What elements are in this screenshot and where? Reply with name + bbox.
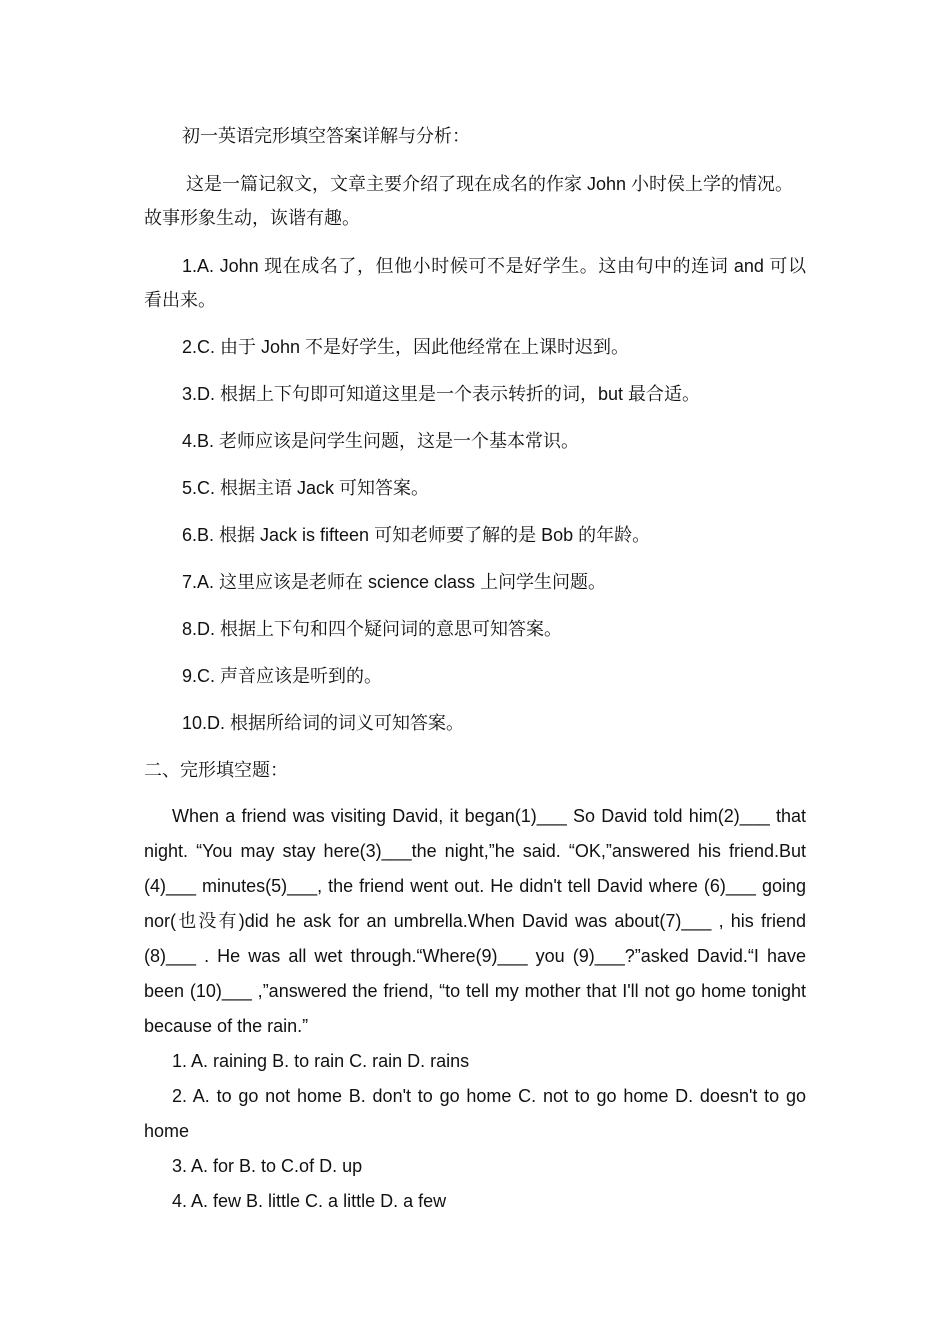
answer-item-2: 2.C. 由于 John 不是好学生，因此他经常在上课时迟到。: [182, 337, 630, 357]
answer-item-1: 1.A. John 现在成名了，但他小时候可不是好学生。这由句中的连词 and 可以看出来。: [144, 256, 806, 310]
answer-item-8: 8.D. 根据上下句和四个疑问词的意思可知答案。: [182, 619, 563, 639]
answer-item-5: 5.C. 根据主语 Jack 可知答案。: [182, 478, 430, 498]
option-line-4: 4. A. few B. little C. a little D. a few: [172, 1191, 447, 1211]
answer-item-4: 4.B. 老师应该是问学生问题，这是一个基本常识。: [182, 431, 580, 451]
document-page: [144, 120, 806, 1219]
option-line-2: 2. A. to go not home B. don't to go home C. not to go home D. doesn't to go home: [144, 1086, 806, 1141]
option-line-3: 3. A. for B. to C.of D. up: [172, 1156, 363, 1176]
answer-item-9: 9.C. 声音应该是听到的。: [182, 666, 383, 686]
answer-item-10: 10.D. 根据所给词的词义可知答案。: [182, 713, 465, 733]
cloze-options: [144, 1044, 806, 1219]
cloze-passage: When a friend was visiting David, it began(1)___ So David told him(2)___ that night. “You may stay here(3)___the night,”he said. “OK,”answered his friend.But (4)___ minutes(5)___, the friend went out. He didn't tell David where (6)___ going nor(也没有)did he ask for an umbrella.When David was about(7)___ , his friend (8)___ . He was all wet through.“Where(9)___ you (9)___?”asked David.“I have been (10)___ ,”answered the friend, “to tell my mother that I'll not go home tonight because of the rain.”: [144, 806, 806, 1036]
answer-item-6: 6.B. 根据 Jack is fifteen 可知老师要了解的是 Bob 的年龄。: [182, 525, 651, 545]
cloze-heading: 二、完形填空题：: [144, 760, 288, 780]
analysis-title: 初一英语完形填空答案详解与分析：: [182, 126, 470, 146]
answer-item-7: 7.A. 这里应该是老师在 science class 上问学生问题。: [182, 572, 607, 592]
analysis-intro: 这是一篇记叙文，文章主要介绍了现在成名的作家 John 小时侯上学的情况。故事形象生动，诙谐有趣。: [144, 174, 794, 228]
option-line-1: 1. A. raining B. to rain C. rain D. rains: [172, 1051, 470, 1071]
answer-item-3: 3.D. 根据上下句即可知道这里是一个表示转折的词，but 最合适。: [182, 384, 701, 404]
